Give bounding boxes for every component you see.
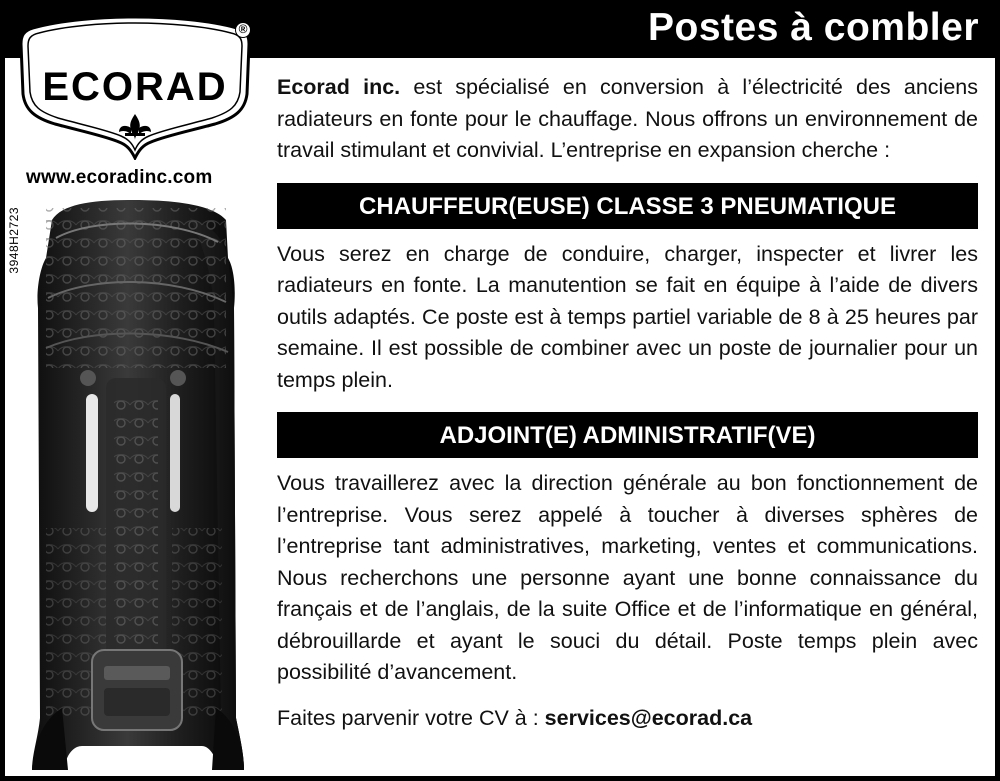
job-description-driver: Vous serez en charge de conduire, charger, inspecter et livrer les radiateurs en fonte. La manutention se fait en équipe à l’aide de divers outils adaptés. Ce poste est à temps partiel variable de 8 à 25 heures par semaine. Il est possible de combiner avec un poste de journalier pour un temps plein. bbox=[277, 241, 978, 392]
contact-email[interactable]: services@ecorad.ca bbox=[544, 705, 753, 730]
contact-line bbox=[277, 703, 978, 735]
ad-content bbox=[277, 72, 978, 734]
registered-mark: ® bbox=[235, 22, 251, 38]
page-title: Postes à combler bbox=[648, 6, 979, 49]
logo-emblem bbox=[19, 14, 251, 160]
job-title-driver: CHAUFFEUR(EUSE) CLASSE 3 PNEUMATIQUE bbox=[277, 183, 978, 229]
job-description-admin-assistant: Vous travaillerez avec la direction générale au bon fonctionnement de l’entreprise. Vous serez appelé à toucher à diverses sphères de l’entreprise tant administratives, marketing, ventes et communications. Nous recherchons une personne ayant une bonne connaissance du français et de l’anglais, de la suite Office et de l’informatique en général, débrouillarde et ayant le souci du détail. Poste temps plein avec possibilité d’avancement. bbox=[277, 471, 978, 684]
ad-code: 3948H2723 bbox=[7, 207, 21, 274]
website-url[interactable]: www.ecoradinc.com bbox=[26, 167, 213, 188]
ecorad-logo bbox=[19, 14, 251, 160]
job-title-admin-assistant: ADJOINT(E) ADMINISTRATIF(VE) bbox=[277, 412, 978, 458]
intro-paragraph bbox=[277, 72, 978, 167]
contact-text: Faites parvenir votre CV à : bbox=[277, 705, 545, 730]
logo-text: ECORAD bbox=[42, 65, 228, 109]
intro-text: est spécialisé en conversion à l’électricité des anciens radiateurs en fonte pour le chauffage. Nous offrons un environnement de travail stimulant et convivial. L’entreprise en expansion cherche : bbox=[277, 75, 978, 162]
radiator-image bbox=[22, 198, 250, 775]
company-name: Ecorad inc. bbox=[277, 75, 401, 99]
